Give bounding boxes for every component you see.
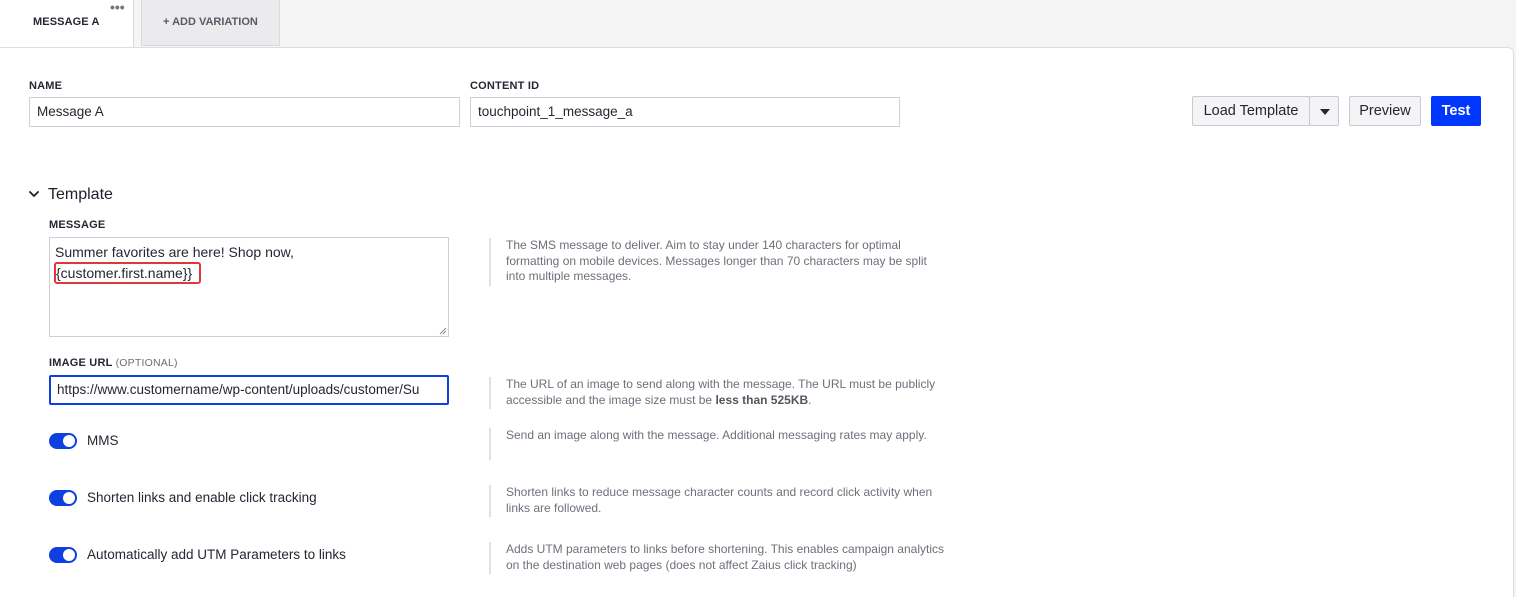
shorten-links-toggle-label: Shorten links and enable click tracking xyxy=(87,490,317,505)
shorten-links-toggle[interactable] xyxy=(49,490,77,506)
chevron-down-icon xyxy=(28,188,40,200)
personalization-token: {customer.first.name}} xyxy=(54,262,201,284)
template-section-title: Template xyxy=(48,186,113,203)
image-url-help-size: less than 525KB xyxy=(715,392,809,407)
test-button[interactable]: Test xyxy=(1431,96,1481,126)
chevron-down-icon xyxy=(1320,109,1330,115)
tab-more-icon[interactable]: ••• xyxy=(110,0,125,15)
message-help-text: The SMS message to deliver. Aim to stay under 140 characters for optimal formatting on mobile devices. Messages longer than 70 characters may be split into multiple messages. xyxy=(489,238,949,286)
shorten-links-help-text: Shorten links to reduce message character counts and record click activity when links are followed. xyxy=(489,485,949,517)
utm-parameters-help-text: Adds UTM parameters to links before shortening. This enables campaign analytics on the destination web pages (does not affect Zaius click tracking) xyxy=(489,542,959,574)
resize-handle-icon[interactable] xyxy=(439,327,447,335)
toggle-knob xyxy=(63,549,75,561)
content-id-input[interactable]: touchpoint_1_message_a xyxy=(470,97,900,127)
image-url-input[interactable]: https://www.customername/wp-content/uploads/customer/Su xyxy=(49,375,449,405)
load-template-dropdown-button[interactable] xyxy=(1309,96,1339,126)
message-line: Summer favorites are here! Shop now, xyxy=(55,244,294,260)
image-url-label xyxy=(49,357,178,369)
image-url-help-post: . xyxy=(808,392,812,407)
toggle-knob xyxy=(63,435,75,447)
load-template-button[interactable]: Load Template xyxy=(1192,96,1310,126)
content-id-label: CONTENT ID xyxy=(470,80,540,92)
tab-bar xyxy=(0,0,1516,48)
image-url-help-text xyxy=(489,377,949,409)
image-url-label-text: IMAGE URL xyxy=(49,357,113,369)
image-url-help-pre: The URL of an image to send along with the message. The URL must be publicly accessible and the image size must be xyxy=(506,377,936,407)
mms-toggle[interactable] xyxy=(49,433,77,449)
name-label: NAME xyxy=(29,80,63,92)
tab-message-a[interactable] xyxy=(0,0,134,48)
mms-help-text: Send an image along with the message. Additional messaging rates may apply. xyxy=(489,428,949,460)
name-input[interactable]: Message A xyxy=(29,97,460,127)
tab-message-a-label: MESSAGE A xyxy=(33,16,100,28)
utm-parameters-toggle[interactable] xyxy=(49,547,77,563)
add-variation-label: + ADD VARIATION xyxy=(163,16,258,28)
message-label: MESSAGE xyxy=(49,219,106,231)
optional-tag: (OPTIONAL) xyxy=(115,357,178,369)
preview-button[interactable]: Preview xyxy=(1349,96,1421,126)
mms-toggle-label: MMS xyxy=(87,433,119,448)
toggle-knob xyxy=(63,492,75,504)
add-variation-tab[interactable] xyxy=(141,0,280,46)
utm-parameters-toggle-label: Automatically add UTM Parameters to links xyxy=(87,547,346,562)
message-textarea[interactable] xyxy=(49,237,449,337)
